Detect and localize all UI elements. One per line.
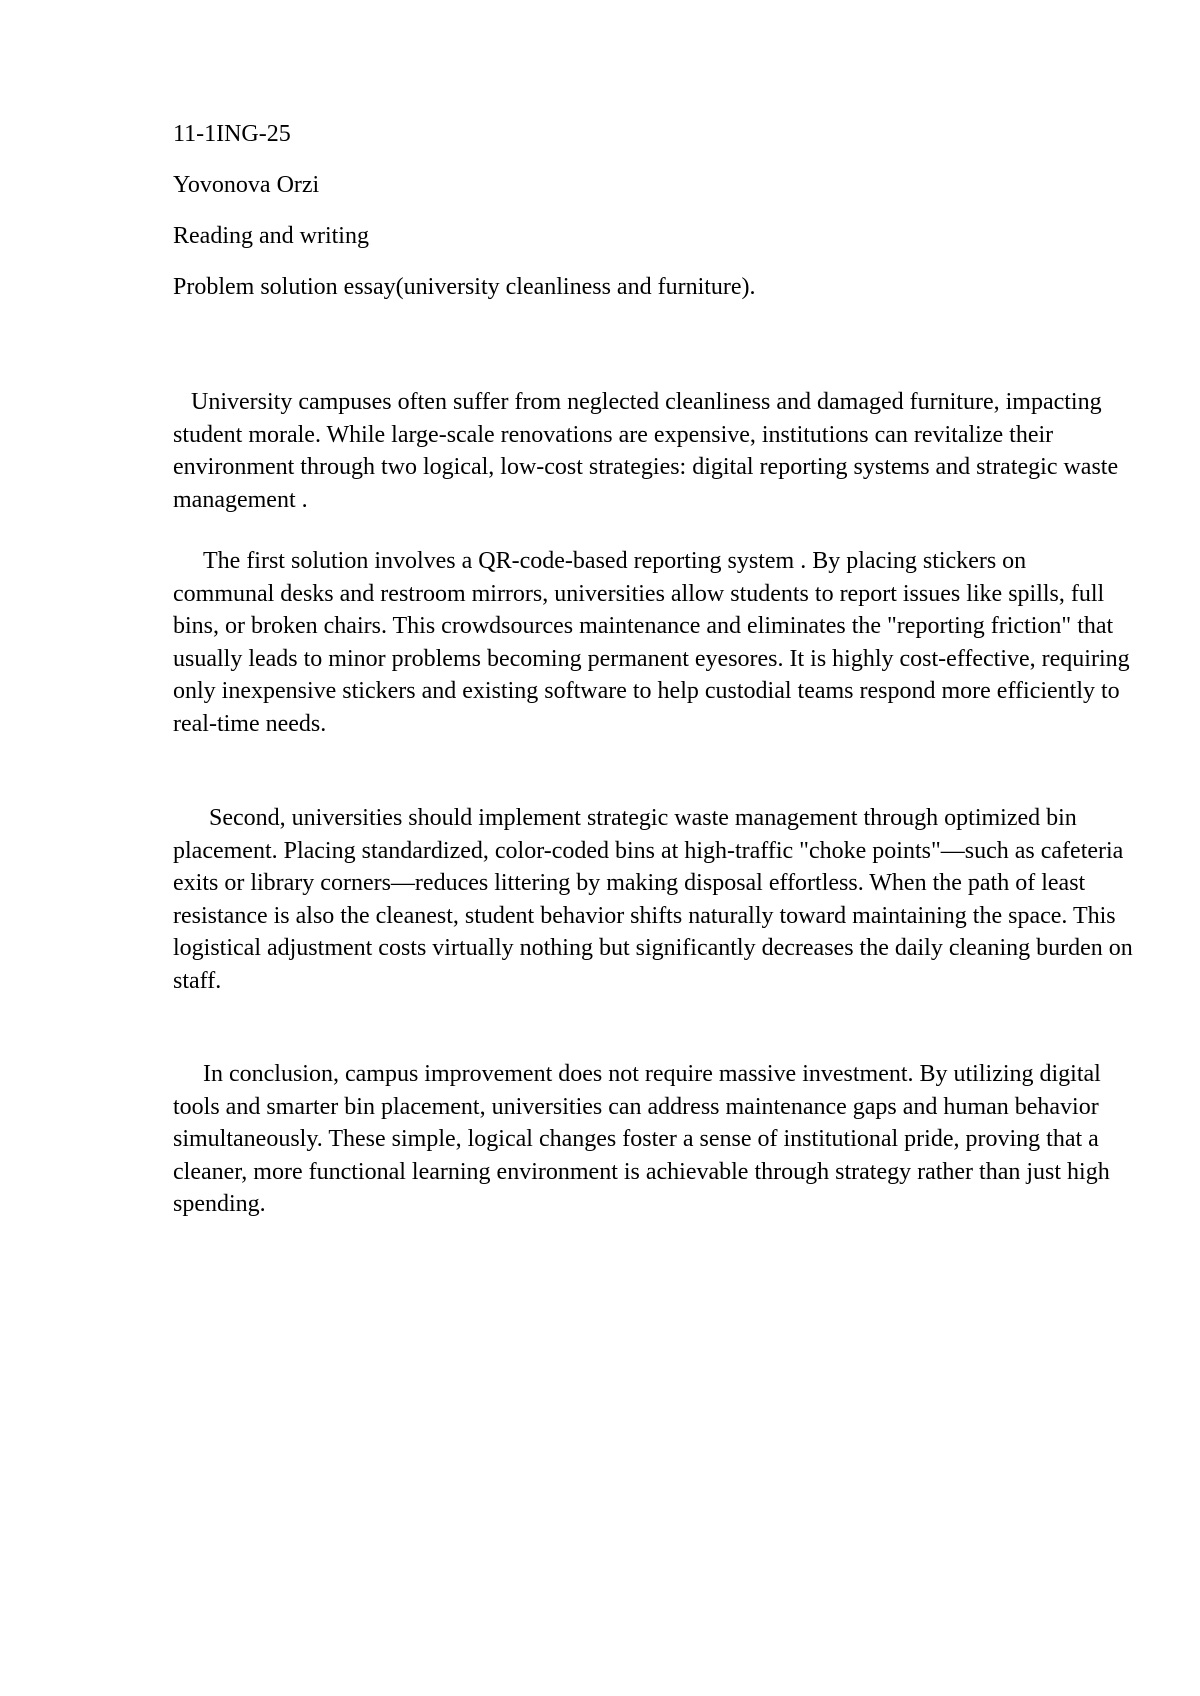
course-name: Reading and writing — [173, 223, 369, 249]
paragraph-introduction: University campuses often suffer from neglected cleanliness and damaged furniture, impacting student morale. While large-scale renovations are expensive, institutions can revitalize their environment through two logical, low-cost strategies: digital reporting systems and strategic waste management . — [173, 389, 1125, 513]
paragraph-second-solution: Second, universities should implement strategic waste management through optimized bin placement. Placing standardized, color-coded bins at high-traffic "choke points"—such as cafeteria exits or library corners—reduces littering by making disposal effortless. When the path of least resistance is also the cleanest, student behavior shifts naturally toward maintaining the space. This logistical adjustment costs virtually nothing but significantly decreases the daily cleaning burden on staff. — [173, 805, 1139, 994]
student-name: Yovonova Orzi — [173, 172, 320, 198]
paragraph-first-solution: The first solution involves a QR-code-based reporting system . By placing stickers on communal desks and restroom mirrors, universities allow students to report issues like spills, full bins, or broken chairs. This crowdsources maintenance and eliminates the "reporting friction" that usually leads to minor problems becoming permanent eyesores. It is highly cost-effective, requiring only inexpensive stickers and existing software to help custodial teams respond more efficiently to real-time needs. — [173, 548, 1136, 737]
group-code: 11-1ING-25 — [173, 121, 291, 147]
paragraph-conclusion: In conclusion, campus improvement does not require massive investment. By utilizing digital tools and smarter bin placement, universities can address maintenance gaps and human behavior simultaneously. These simple, logical changes foster a sense of institutional pride, proving that a cleaner, more functional learning environment is achievable through strategy rather than just high spending. — [173, 1061, 1116, 1218]
essay-title: Problem solution essay(university cleanliness and furniture). — [173, 274, 756, 300]
